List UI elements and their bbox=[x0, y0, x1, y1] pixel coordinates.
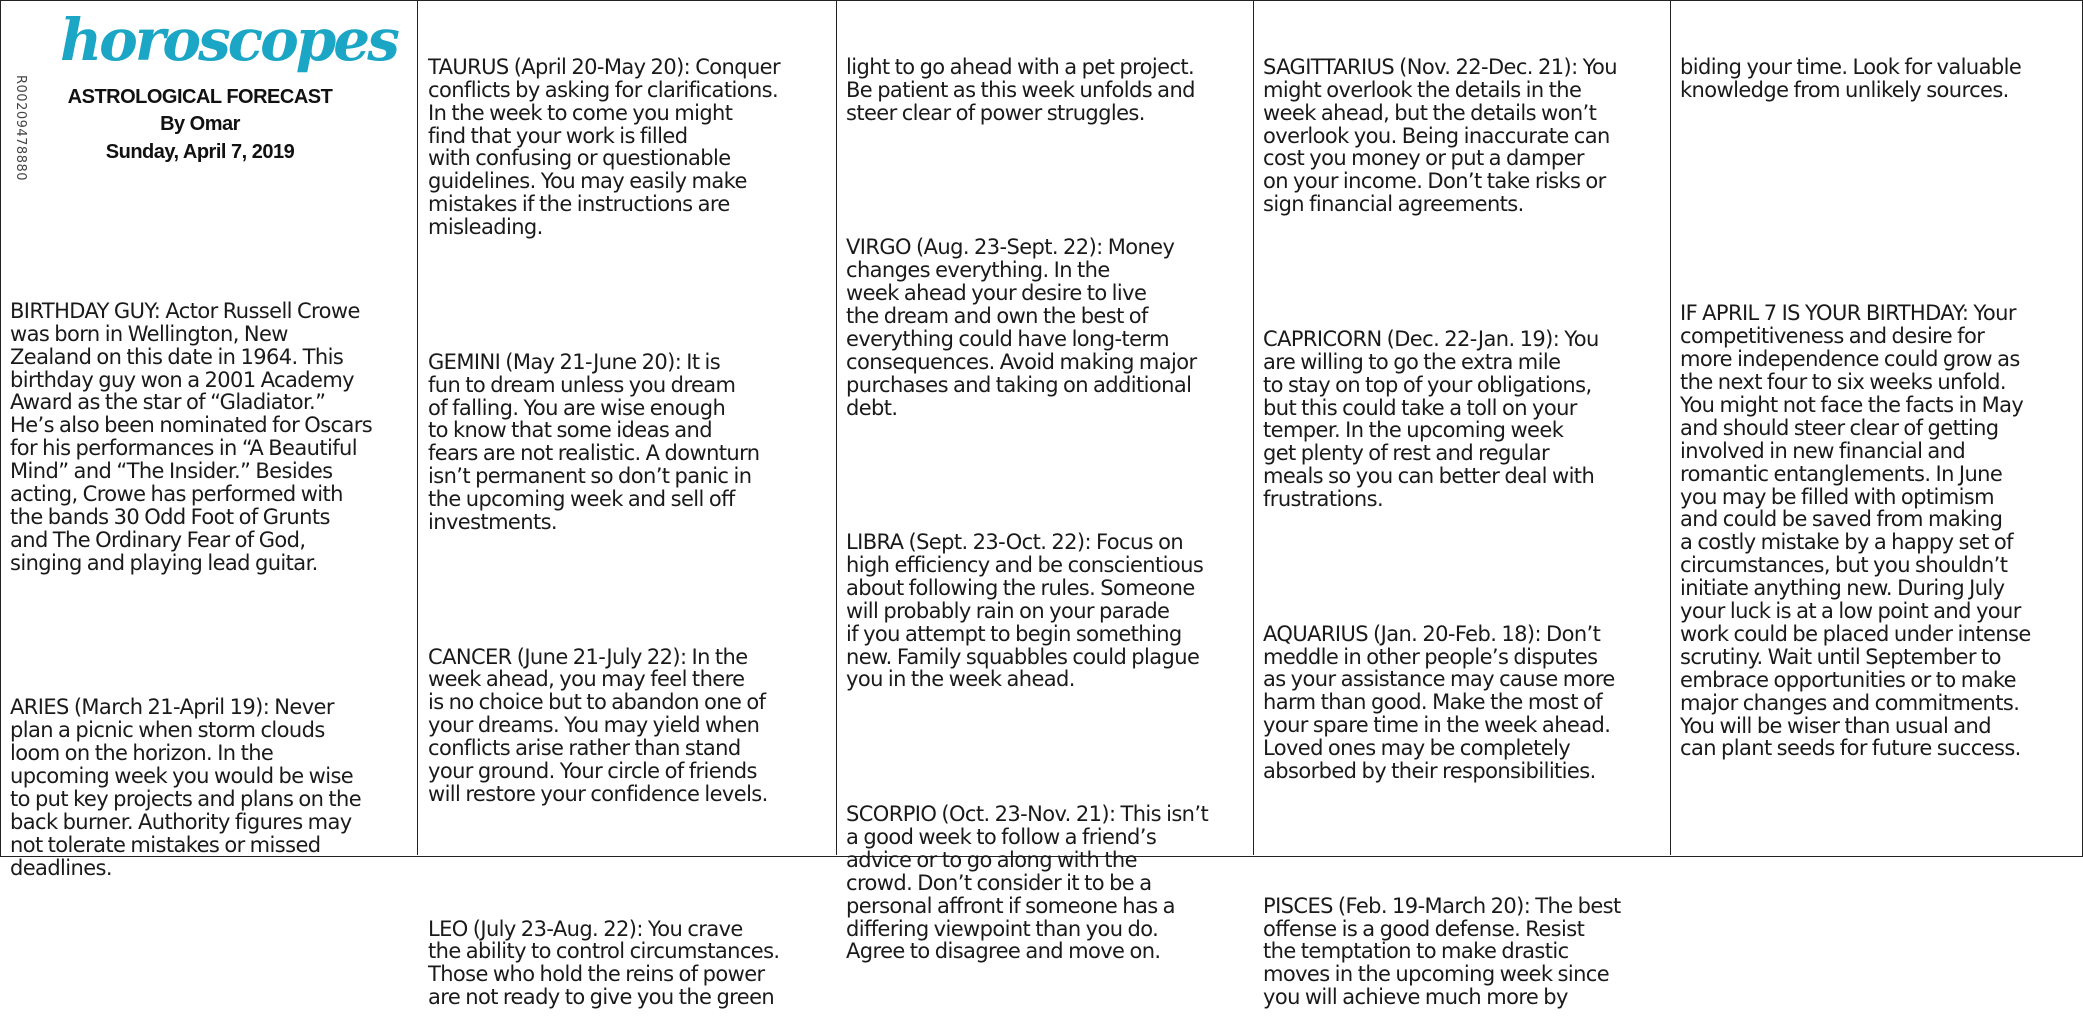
gemini-forecast: GEMINI (May 21-June 20): It is fun to dream unless you dream of falling. You are wise enough to know that some ideas and fears are not realistic. A downturn isn’t permanent so don’t panic in the upcoming week and sell off investments. bbox=[428, 349, 760, 535]
libra-forecast: LIBRA (Sept. 23-Oct. 22): Focus on high efficiency and be conscientious about following the rules. Someone will probably rain on your parade if you attempt to begin something new. Family squabbles could plague you in the week ahead. bbox=[846, 530, 1204, 692]
column-divider bbox=[836, 0, 837, 855]
aquarius-forecast: AQUARIUS (Jan. 20-Feb. 18): Don’t meddle in other people’s disputes as your assistance may cause more harm than good. Make the most of your spare time in the week ahead. Loved ones may be completely absorbed by their responsibilities. bbox=[1263, 621, 1615, 784]
birthday-guy-text: BIRTHDAY GUY: Actor Russell Crowe was born in Wellington, New Zealand on this date in 1964. This birthday guy won a 2001 Academy Award as the star of “Gladiator.” He’s also been nominated for Oscars for his performances in “A Beautiful Mind” and “The Insider.” Besides acting, Crowe has performed with the bands 30 Odd Foot of Grunts and The Ordinary Fear of God, singing and playing lead guitar. bbox=[10, 298, 373, 575]
column-3 bbox=[846, 10, 1251, 986]
column-2 bbox=[428, 10, 833, 1032]
column-divider bbox=[1253, 0, 1254, 855]
scorpio-forecast: SCORPIO (Oct. 23-Nov. 21): This isn’t a good week to follow a friend’s advice or to go along with the crowd. Don’t consider it to be a personal affront if someone has a differing viewpoint than you do. Agree to disagree and move on. bbox=[846, 802, 1209, 964]
virgo-forecast: VIRGO (Aug. 23-Sept. 22): Money changes everything. In the week ahead your desire to live the dream and own the best of everything could have long-term consequences. Avoid making major purchases and taking on additional debt. bbox=[846, 235, 1197, 420]
column-1 bbox=[10, 254, 410, 902]
byline: By Omar bbox=[160, 113, 240, 135]
leo-forecast-continued: light to go ahead with a pet project. Be patient as this week unfolds and steer clear of power struggles. bbox=[846, 54, 1195, 125]
ad-code: R00209478880 bbox=[13, 75, 28, 182]
taurus-forecast: TAURUS (April 20-May 20): Conquer conflicts by asking for clarifications. In the week to come you might find that your work is filled with confusing or questionable guidelines. You may easily make mistakes if the instructions are misleading. bbox=[428, 54, 781, 240]
leo-forecast: LEO (July 23-Aug. 22): You crave the ability to control circumstances. Those who hold the reins of power are not ready to give you the green bbox=[428, 916, 780, 1010]
your-birthday-forecast: IF APRIL 7 IS YOUR BIRTHDAY: Your competitiveness and desire for more independence could grow as the next four to six weeks unfold. You might not face the facts in May and should steer clear of getting involved in new financial and romantic entanglements. In June you may be filled with optimism and could be saved from making a costly mistake by a happy set of circumstances, but you shouldn’t initiate anything new. During July your luck is at a low point and your work could be placed under intense scrutiny. Wait until September to embrace opportunities or to make major changes and commitments. You will be wiser than usual and can plant seeds for future success. bbox=[1680, 301, 2031, 761]
cancer-forecast: CANCER (June 21-July 22): In the week ahead, you may feel there is no choice but to abandon one of your dreams. You may yield when conflicts arise rather than stand your ground. Your circle of friends will restore your confidence levels. bbox=[428, 644, 768, 806]
column-divider bbox=[417, 0, 418, 855]
aries-forecast: ARIES (March 21-April 19): Never plan a picnic when storm clouds loom on the horizon. In the upcoming week you would be wise to put key projects and plans on the back burner. Authority figures may not tolerate mistakes or missed deadlines. bbox=[10, 695, 362, 880]
horoscopes-logo: horoscopes bbox=[60, 6, 397, 74]
column-4 bbox=[1263, 10, 1668, 1032]
section-title: ASTROLOGICAL FORECAST bbox=[67, 86, 333, 108]
column-5 bbox=[1680, 10, 2080, 783]
pisces-forecast-continued: biding your time. Look for valuable knowledge from unlikely sources. bbox=[1680, 54, 2022, 102]
publish-date: Sunday, April 7, 2019 bbox=[105, 141, 295, 163]
column-divider bbox=[1670, 0, 1671, 855]
sagittarius-forecast: SAGITTARIUS (Nov. 22-Dec. 21): You might overlook the details in the week ahead, but the details won’t overlook you. Being inaccurate can cost you money or put a damper on your income. Don’t take risks or sign financial agreements. bbox=[1263, 54, 1618, 217]
capricorn-forecast: CAPRICORN (Dec. 22-Jan. 19): You are willing to go the extra mile to stay on top of your obligations, but this could take a toll on your temper. In the upcoming week get plenty of rest and regular meals so you can better deal with frustrations. bbox=[1263, 326, 1599, 512]
pisces-forecast: PISCES (Feb. 19-March 20): The best offense is a good defense. Resist the temptation to make drastic moves in the upcoming week since you will achieve much more by bbox=[1263, 893, 1621, 1010]
